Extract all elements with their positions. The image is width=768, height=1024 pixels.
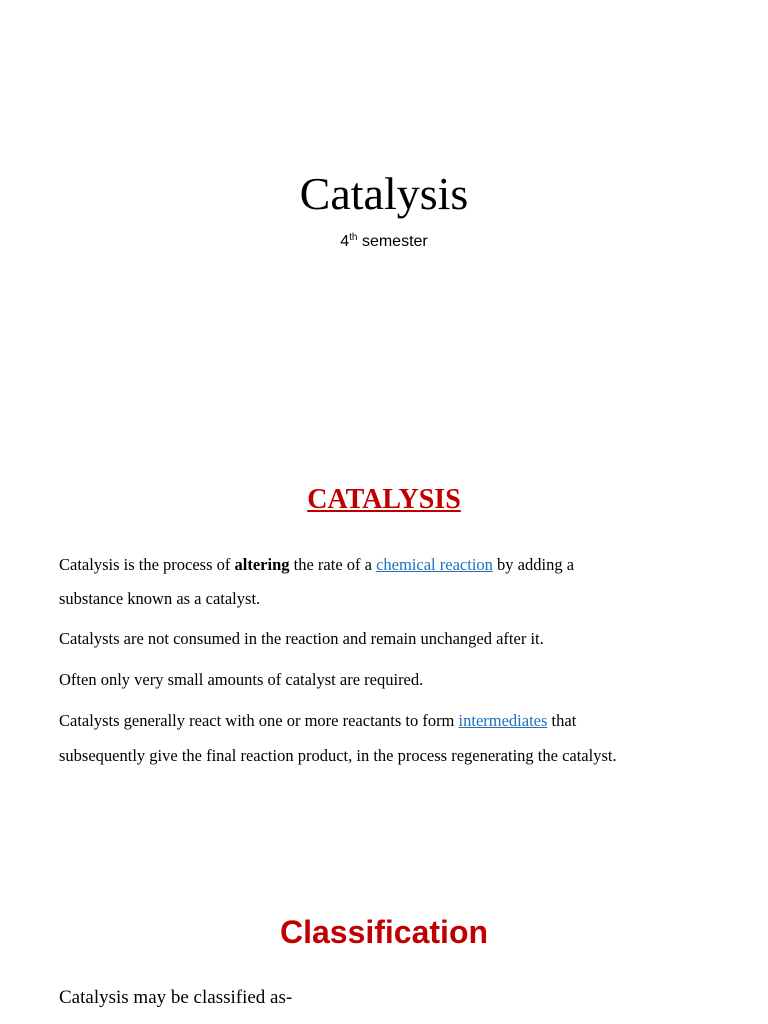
link-intermediates[interactable]: intermediates <box>458 711 548 730</box>
bold-term-altering: altering <box>234 555 290 574</box>
cover-subtitle <box>0 232 768 252</box>
text: Catalysis is the process of <box>59 555 235 574</box>
link-chemical-reaction[interactable]: chemical reaction <box>376 555 493 574</box>
section-heading-classification: Classification <box>279 914 489 950</box>
section-heading-catalysis: CATALYSIS <box>307 484 461 515</box>
paragraph-intermediates-line2: subsequently give the final reaction product, in the process regenerating the catalyst. <box>59 746 617 765</box>
paragraph-small-amounts: Often only very small amounts of catalyst are required. <box>59 670 424 689</box>
text: the rate of a <box>289 555 377 574</box>
text: Catalysts generally react with one or more reactants to form <box>59 711 459 730</box>
paragraph-definition-line1 <box>59 555 719 575</box>
semester-ordinal-suffix: th <box>349 232 358 243</box>
paragraph-classification-intro: Catalysis may be classified as- <box>59 987 293 1008</box>
paragraph-not-consumed: Catalysts are not consumed in the reaction and remain unchanged after it. <box>59 629 544 648</box>
paragraph-intermediates-line1 <box>59 711 719 731</box>
text: by adding a <box>492 555 575 574</box>
paragraph-definition-line2: substance known as a catalyst. <box>59 589 261 608</box>
semester-label: semester <box>357 233 428 250</box>
semester-number: 4 <box>340 233 350 250</box>
text: that <box>547 711 577 730</box>
cover-title: Catalysis <box>299 168 469 219</box>
